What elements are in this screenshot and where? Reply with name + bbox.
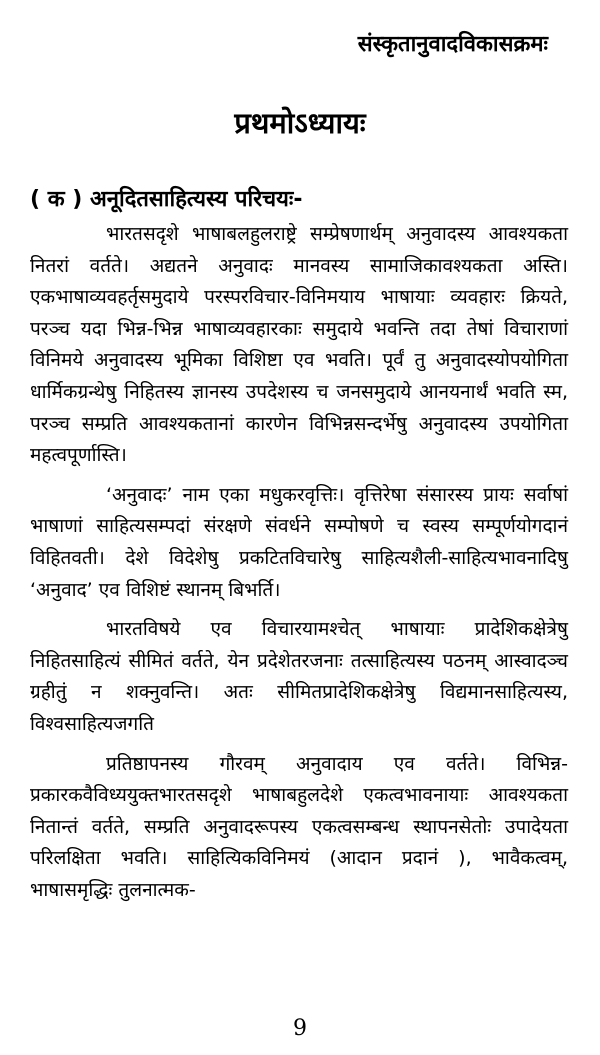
section-heading: ( क ) अनूदितसाहित्यस्य परिचयः- xyxy=(30,187,303,212)
body-text xyxy=(30,219,568,906)
page-number: 9 xyxy=(293,1016,307,1041)
paragraph: प्रतिष्ठापनस्य गौरवम् अनुवादाय एव वर्तते। विभिन्न-प्रकारकवैविध्ययुक्तभारतसदृशे भाषाबहुलदेशे एकत्वभावनायाः आवश्यकता नितान्तं वर्तते, सम्प्रति अनुवादरूपस्य एकत्वसम्बन्ध स्थापनसेतोः उपादेयता परिलक्षिता भवति। साहित्यिकविनिमयं (आदान प्रदानं ), भावैकत्वम्, भाषासमृद्धिः तुलनात्मक- xyxy=(30,752,568,901)
paragraph: भारतसदृशे भाषाबलहुलराष्ट्रे सम्प्रेषणार्थम् अनुवादस्य आवश्यकता नितरां वर्तते। अद्यतने अनुवादः मानवस्य सामाजिकावश्यकता अस्ति। एकभाषाव्यवहर्तृसमुदाये परस्परविचार-विनिमयाय भाषायाः व्यवहारः क्रियते, परञ्च यदा भिन्न-भिन्न भाषाव्यवहारकाः समुदाये भवन्ति तदा तेषां विचाराणां विनिमये अनुवादस्य भूमिका विशिष्टा एव भवति। पूर्वं तु अनुवादस्योपयोगिता धार्मिकग्रन्थेषु निहितस्य ज्ञानस्य उपदेशस्य च जनसमुदाये आनयनार्थं भवति स्म, परञ्च सम्प्रति आवश्यकतानां कारणेन विभिन्नसन्दर्भेषु अनुवादस्य उपयोगिता महत्वपूर्णास्ति। xyxy=(30,223,568,467)
running-head: संस्कृतानुवादविकासक्रमः xyxy=(357,32,548,57)
chapter-title: प्रथमोऽध्यायः xyxy=(234,106,366,140)
paragraph: भारतविषये एव विचारयामश्चेत् भाषायाः प्रादेशिकक्षेत्रेषु निहितसाहित्यं सीमितं वर्तते, येन प्रदेशेतरजनाः तत्साहित्यस्य पठनम् आस्वादञ्च ग्रहीतुं न शक्नुवन्ति। अतः सीमितप्रादेशिकक्षेत्रेषु विद्यमानसाहित्यस्य, विश्वसाहित्यजगति xyxy=(30,618,568,735)
paragraph: ‘अनुवादः’ नाम एका मधुकरवृत्तिः। वृत्तिरेषा संसारस्य प्रायः सर्वाषां भाषाणां साहित्यसम्पदां संरक्षणे संवर्धने सम्पोषणे च स्वस्य सम्पूर्णयोगदानं विहितवती। देशे विदेशेषु प्रकटितविचारेषु साहित्यशैली-साहित्यभावनादिषु ‘अनुवाद’ एव विशिष्टं स्थानम् बिभर्ति। xyxy=(30,483,568,601)
